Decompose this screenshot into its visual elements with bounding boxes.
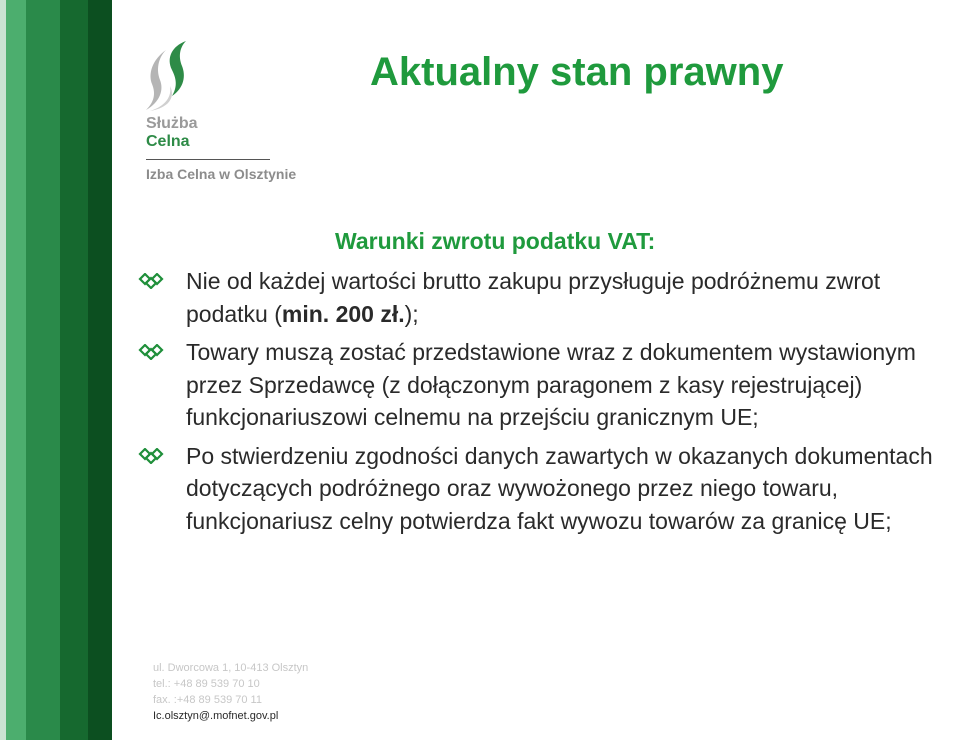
- contact-tel: tel.: +48 89 539 70 10: [153, 678, 260, 690]
- bullet-list: [138, 265, 938, 543]
- contact-fax: fax. :+48 89 539 70 11: [153, 694, 262, 706]
- sidebar-stripe: [88, 0, 112, 740]
- sidebar-stripe: [6, 0, 26, 740]
- brand-subtitle: Izba Celna w Olsztynie: [146, 166, 297, 182]
- list-item: [138, 265, 938, 330]
- diamond-cluster-icon: [138, 273, 164, 289]
- brand-divider: [146, 159, 270, 160]
- sidebar-stripe: [26, 0, 60, 740]
- list-item: [138, 440, 938, 538]
- contact-address: ul. Dworcowa 1, 10-413 Olsztyn: [153, 662, 309, 674]
- bullet-text: Nie od każdej wartości brutto zakupu przysługuje podróżnemu zwrot podatku (: [186, 268, 881, 327]
- sidebar-stripe: [60, 0, 88, 740]
- diamond-cluster-icon: [138, 448, 164, 464]
- diamond-cluster-icon: [138, 344, 164, 360]
- page-title: Aktualny stan prawny: [370, 50, 784, 94]
- brand-name-line1: Służba: [146, 115, 198, 132]
- section-heading: Warunki zwrotu podatku VAT:: [335, 228, 656, 254]
- bullet-text: Towary muszą zostać przedstawione wraz z dokumentem wystawionym przez Sprzedawcę (z dołączonym paragonem z kasy rejestrującej) funkcjonariuszowi celnemu na przejściu granicznym UE;: [186, 339, 916, 430]
- sidebar-stripes: [0, 0, 112, 740]
- contact-email: Ic.olsztyn@.mofnet.gov.pl: [153, 710, 279, 722]
- contact-block: [153, 660, 308, 724]
- bullet-text: Po stwierdzeniu zgodności danych zawartych w okazanych dokumentach dotyczących podróżnego oraz wywożonego przez niego towaru, funkcjonariusz celny potwierdza fakt wywozu towarów za granicę UE;: [186, 442, 933, 534]
- brand-name-line2: Celna: [146, 133, 190, 150]
- list-item: [138, 336, 938, 434]
- customs-logo-icon: [142, 38, 222, 113]
- bullet-text-bold: min. 200 zł.: [281, 300, 405, 327]
- bullet-text: );: [404, 300, 419, 327]
